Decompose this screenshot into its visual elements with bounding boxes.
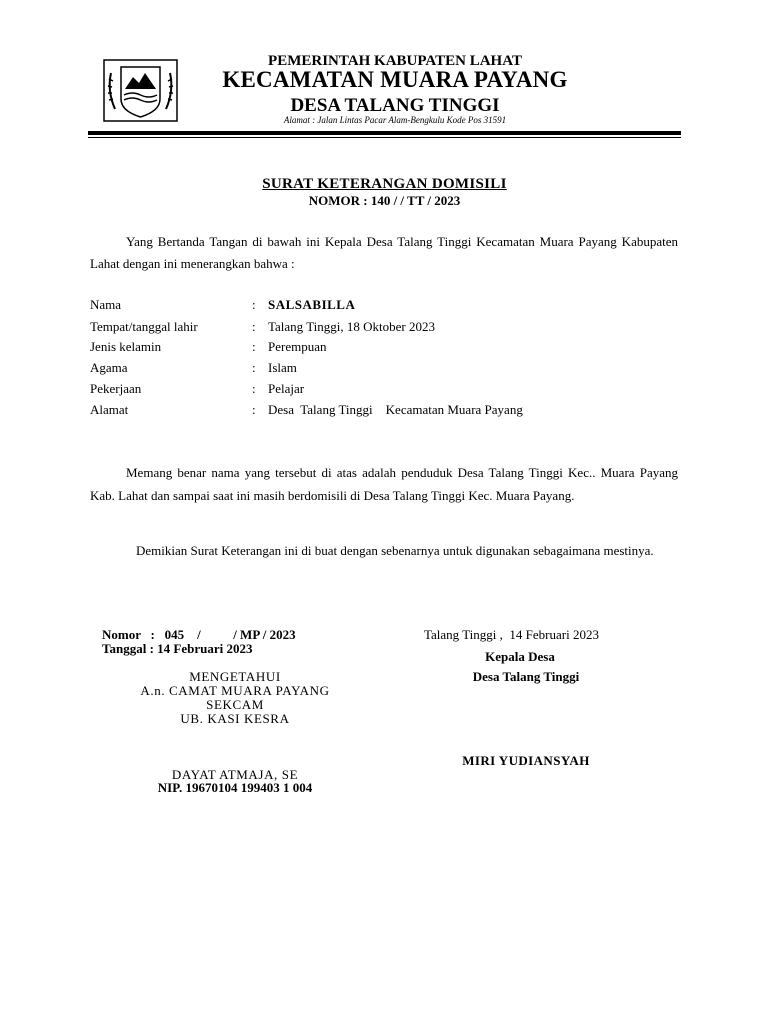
right-role-kepala: Kepala Desa [485,649,555,664]
left-camat: A.n. CAMAT MUARA PAYANG [140,683,330,698]
field-label-nama: Nama [90,297,122,312]
field-colon: : [252,381,256,396]
header-address: Alamat : Jalan Lintas Pacar Alam-Bengkulu Kode Pos 31591 [283,115,507,125]
right-role-desa: Desa Talang Tinggi [472,669,580,684]
header-village: DESA TALANG TINGGI [290,95,500,116]
field-colon: : [252,360,256,375]
field-value-nama: SALSABILLA [268,297,356,312]
field-label-gender: Jenis kelamin [90,339,162,354]
field-label-religion: Agama [90,360,128,375]
left-sekcam: SEKCAM [206,697,264,712]
left-tanggal: Tanggal : 14 Februari 2023 [102,641,253,656]
field-label-birth: Tempat/tanggal lahir [90,319,198,334]
field-label-occupation: Pekerjaan [90,381,142,396]
regency-emblem-logo [103,59,178,122]
document-title: SURAT KETERANGAN DOMISILI [262,176,507,192]
header-district: KECAMATAN MUARA PAYANG [222,67,568,92]
field-colon: : [252,402,256,417]
body-paragraph-closing: Demikian Surat Keterangan ini di buat dengan sebenarnya untuk digunakan sebagaimana mestinya. [136,543,654,558]
left-signatory-nip: NIP. 19670104 199403 1 004 [157,780,313,795]
header-divider-thin [88,137,681,138]
field-colon: : [252,339,256,354]
field-colon: : [252,297,256,312]
left-mengetahui: MENGETAHUI [189,669,281,684]
intro-paragraph: Yang Bertanda Tangan di bawah ini Kepala Desa Talang Tinggi Kecamatan Muara Payang Kabupaten Lahat dengan ini menerangkan bahwa : [90,234,678,271]
body-paragraph-residence: Memang benar nama yang tersebut di atas adalah penduduk Desa Talang Tinggi Kec.. Muara Payang Kab. Lahat dan sampai saat ini masih berdomisili di Desa Talang Tinggi Kec. Muara Payang. [90,465,678,503]
document-number: NOMOR : 140 / / TT / 2023 [308,193,461,208]
field-value-address: Desa Talang Tinggi Kecamatan Muara Payang [268,402,523,417]
right-signatory-name: MIRI YUDIANSYAH [462,753,590,768]
field-value-gender: Perempuan [268,339,327,354]
field-value-birth: Talang Tinggi, 18 Oktober 2023 [268,319,436,334]
left-kasi: UB. KASI KESRA [180,711,290,726]
field-label-address: Alamat [90,402,129,417]
header-divider-thick [88,131,681,135]
header-government: PEMERINTAH KABUPATEN LAHAT [268,53,522,69]
left-signatory-name: DAYAT ATMAJA, SE [171,767,299,782]
field-value-occupation: Pelajar [268,381,305,396]
field-colon: : [252,319,256,334]
left-nomor: Nomor : 045 / / MP / 2023 [102,627,296,642]
right-place-date: Talang Tinggi , 14 Februari 2023 [424,627,599,642]
field-value-religion: Islam [268,360,297,375]
